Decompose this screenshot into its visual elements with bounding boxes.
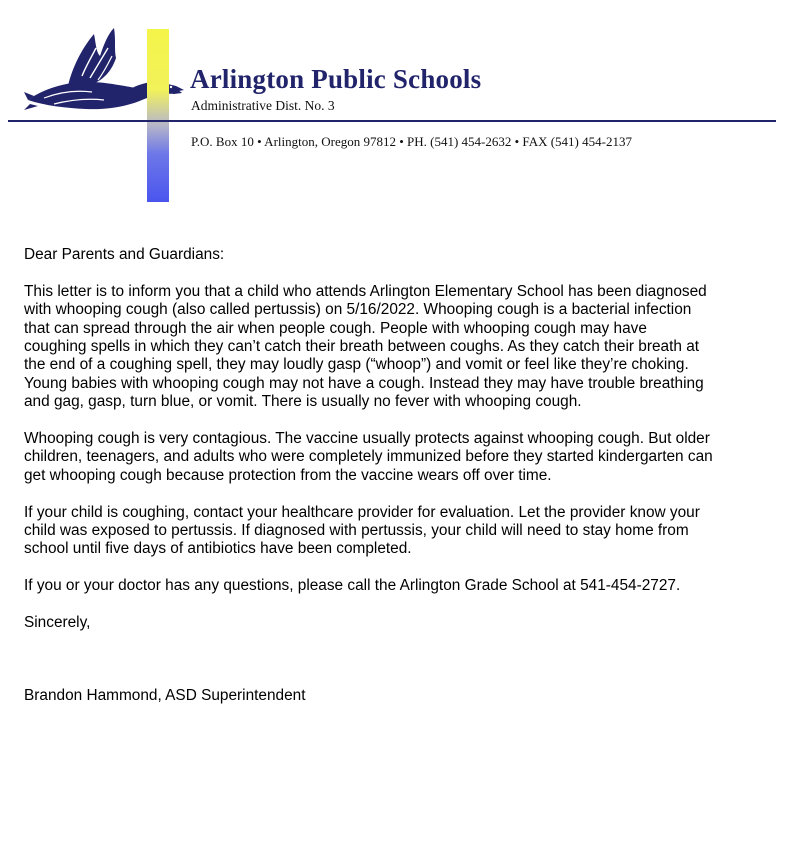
school-name: Arlington Public Schools [190, 64, 482, 94]
signature: Brandon Hammond, ASD Superintendent [24, 687, 306, 705]
district-label: Administrative Dist. No. 3 [191, 98, 335, 113]
paragraph-diagnosis: This letter is to inform you that a child who attends Arlington Elementary School has been diagnosed with whooping cough (also called pertussis) on 5/16/2022. Whooping cough is a bacterial infection that can spread through the air when people cough. People with whooping cough may have coughing spells in which they can’t catch their breath between coughs. As they catch their breath at the end of a coughing spell, they may loudly gasp (“whoop”) and vomit or feel like they’re choking. Young babies with whooping cough may not have a cough. Instead they may have trouble breathing and gag, gasp, turn blue, or vomit. There is usually no fever with whooping cough. [24, 282, 707, 411]
color-bar [147, 29, 169, 202]
closing: Sincerely, [24, 614, 91, 632]
letter-body [24, 246, 764, 724]
paragraph-questions: If you or your doctor has any questions, please call the Arlington Grade School at 541-454-2727. [24, 577, 681, 595]
header-divider [8, 120, 776, 122]
letterhead [0, 0, 788, 210]
contact-line: P.O. Box 10 • Arlington, Oregon 97812 • PH. (541) 454-2632 • FAX (541) 454-2137 [191, 134, 632, 149]
salutation: Dear Parents and Guardians: [24, 246, 225, 263]
paragraph-contagious: Whooping cough is very contagious. The vaccine usually protects against whooping cough. But older children, teenagers, and adults who were completely immunized before they started kindergarten can get whooping cough because protection from the vaccine wears off over time. [24, 430, 713, 484]
paragraph-instructions: If your child is coughing, contact your healthcare provider for evaluation. Let the provider know your child was exposed to pertussis. If diagnosed with pertussis, your child will need to stay home from school until five days of antibiotics have been completed. [24, 503, 700, 558]
